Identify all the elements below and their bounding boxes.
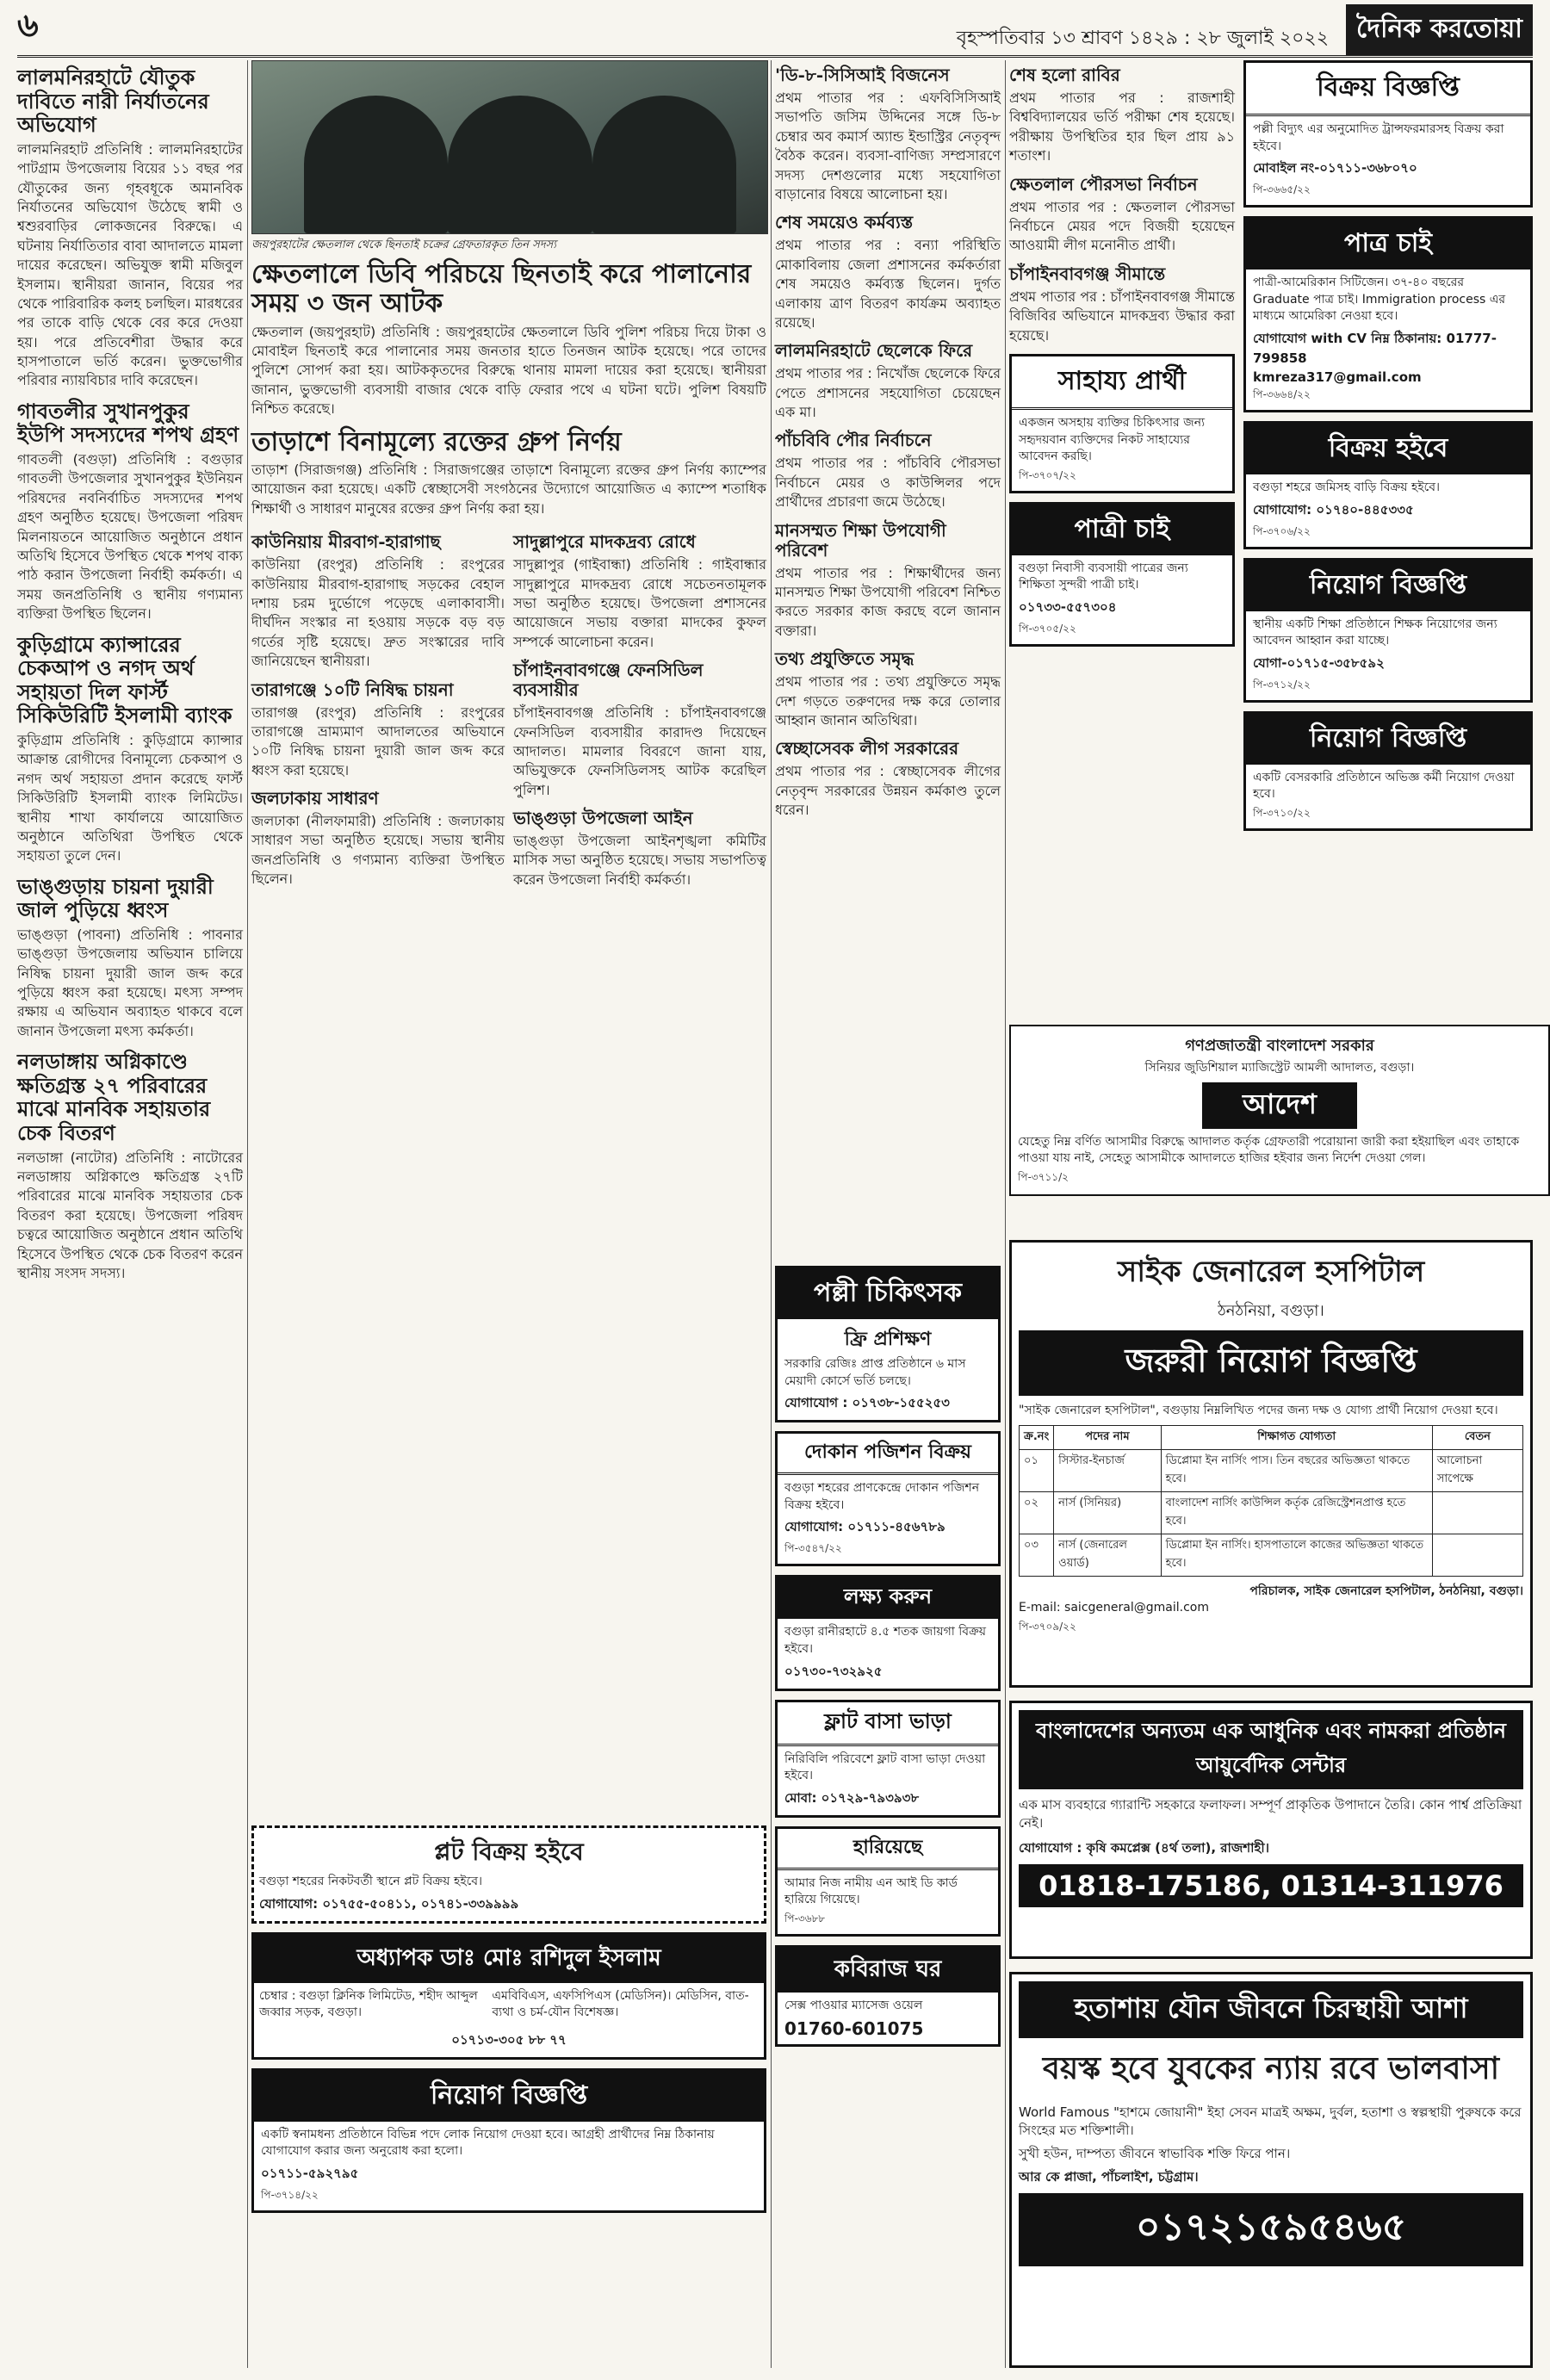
ad-plot-sale: [251, 1825, 766, 1924]
article-headline: লালমনিরহাটে ছেলেকে ফিরে: [775, 340, 973, 362]
column-left: [17, 60, 243, 2368]
ad-ayurvedic-center: [1009, 1701, 1533, 1959]
ad-shop-sale: [775, 1431, 1001, 1566]
ad-title: হারিয়েছে: [778, 1829, 998, 1870]
ad-text: আমার নিজ নামীয় এন আই ডি কার্ড হারিয়ে গিয়েছে।: [784, 1875, 958, 1907]
table-cell: ডিপ্লোমা ইন নার্সিং। হাসপাতালে কাজের অভিজ্ঞতা থাকতে হবে।: [1161, 1534, 1432, 1576]
ad-land: [775, 1575, 1001, 1690]
ad-recruitment: [1243, 711, 1533, 831]
article-body: নলডাঙ্গা (নাটোর) প্রতিনিধি : নাটোরের নলডাঙ্গায় অগ্নিকাণ্ডে ক্ষতিগ্রস্ত ২৭টি পরিবারের মাঝে মানবিক সহায়তার চেক বিতরণ করা হয়েছে। উপজেলা পরিষদ চত্বরে আয়োজিত অনুষ্ঠানে প্রধান অতিথি হিসেবে উপস্থিত থেকে চেক বিতরণ করেন স্থানীয় সংসদ সদস্য।: [17, 1149, 243, 1281]
article: [1009, 264, 1235, 345]
ad-contact: যোগাযোগ : ০১৭৩৮-১৫৫২৫৩: [784, 1395, 950, 1411]
promo-phone: 01818-175186, 01314-311976: [1019, 1864, 1523, 1907]
article-body: সাদুল্লাপুর (গাইবান্ধা) প্রতিনিধি : গাইবান্ধার সাদুল্লাপুরে মাদকদ্রব্য রোধে সচেতনতামূলক সভা অনুষ্ঠিত হয়েছে। উপজেলা প্রশাসনের আয়োজনে সভায় বক্তারা মাদকের কুফল সম্পর্কে আলোচনা করেন।: [513, 556, 766, 650]
ad-chamber: চেম্বার : বগুড়া ক্লিনিক লিমিটেড, শহীদ আব্দুল জব্বার সড়ক, বগুড়া।: [259, 1988, 478, 2020]
ad-contact: মোবা: ০১৭২৯-৭৯৩৯৩৮: [784, 1789, 920, 1806]
article-body: প্রথম পাতার পর : ক্ষেতলাল পৌরসভা নির্বাচনে মেয়র পদে বিজয়ী হয়েছেন আওয়ামী লীগ মনোনীত প্রার্থী।: [1009, 198, 1235, 254]
ad-title: পাত্রী চাই: [1012, 505, 1232, 555]
article-headline: 'ডি-৮-সিসিআই বিজনেস: [775, 65, 950, 85]
article-body: তাড়াশ (সিরাজগঞ্জ) প্রতিনিধি : সিরাজগঞ্জের তাড়াশে বিনামূল্যে রক্তের গ্রুপ নির্ণয় ক্যাম্পের আয়োজন করা হয়েছে। একটি স্বেচ্ছাসেবী সংগঠনের উদ্যোগে আয়োজিত এ ক্যাম্পে শতাধিক শিক্ষার্থী ও সাধারণ মানুষের রক্তের গ্রুপ নির্ণয় করা হয়।: [251, 462, 766, 517]
ad-ref: পি-৩৬৬৫/২২: [1253, 183, 1311, 196]
article-body: ভাঙ্গুড়া উপজেলা আইনশৃঙ্খলা কমিটির মাসিক সভা অনুষ্ঠিত হয়েছে। সভায় সভাপতিত্ব করেন উপজেলা নির্বাহী কর্মকর্তা।: [513, 833, 766, 888]
article-body: লালমনিরহাট প্রতিনিধি : লালমনিরহাটের পাটগ্রাম উপজেলায় বিয়ের ১১ বছর পর যৌতুকের জন্য গৃহবধূকে অমানবিক নির্যাতনের অভিযোগ উঠেছে স্বামী ও শ্বশুরবাড়ির লোকজনের বিরুদ্ধে। এ ঘটনায় নির্যাতিতার বাবা আদালতে মামলা দায়ের করেছেন। অভিযুক্ত স্বামী মজিবুল ইসলাম। স্থানীয়রা জানান, বিয়ের পর থেকে পারিবারিক কলহ চলছিল। মারধরের পর তাকে বাড়ি থেকে বের করে দেওয়া হয়। পরে প্রতিবেশীরা উদ্ধার করে হাসপাতালে ভর্তি করেন। ভুক্তভোগীর পরিবার ন্যায়বিচার দাবি করেছেন।: [17, 140, 243, 389]
ad-text: বগুড়া শহরে জমিসহ বাড়ি বিক্রয় হইবে।: [1253, 480, 1441, 494]
ad-doctor: [251, 1932, 766, 2060]
ad-contact: ০১৭১৩-৩০৫ ৮৮ ৭৭: [451, 2031, 567, 2048]
ad-title: পাত্র চাই: [1246, 219, 1530, 270]
article-body: প্রথম পাতার পর : তথ্য প্রযুক্তিতে সমৃদ্ধ দেশ গড়তে তরুণদের দক্ষ করে তোলার আহ্বান জানান অতিথিরা।: [775, 673, 1001, 728]
article-body: চাঁপাইনবাবগঞ্জ প্রতিনিধি : চাঁপাইনবাবগঞ্জে ফেনসিডিল ব্যবসায়ীর কারাদণ্ড দিয়েছেন আদালত। মামলার বিবরণে জানা যায়, অভিযুক্তকে ফেনসিডিলসহ আটক করেছিল পুলিশ।: [513, 704, 766, 798]
article: [17, 1050, 243, 1283]
ad-text: একটি বেসরকারি প্রতিষ্ঠানে অভিজ্ঞ কর্মী নিয়োগ দেওয়া হবে।: [1253, 770, 1515, 802]
photo-person: [448, 96, 592, 233]
article: [775, 521, 1001, 641]
hospital-name: সাইক জেনারেল হসপিটাল: [1117, 1255, 1425, 1289]
article: [513, 532, 766, 652]
table-header: শিক্ষাগত যোগ্যতা: [1161, 1425, 1432, 1449]
ad-contact: যোগা-০১৭১৫-৩৫৮৫৯২: [1253, 654, 1385, 671]
ad-contact: ০১৭১১-৫৯২৭৯৫: [261, 2165, 359, 2181]
ad-text: সরকারি রেজিঃ প্রাপ্ত প্রতিষ্ঠানে ৬ মাস মেয়াদী কোর্সে ভর্তি চলছে।: [784, 1357, 966, 1388]
jobs-table: [1019, 1425, 1523, 1577]
table-row: [1020, 1534, 1523, 1576]
hospital-email: E-mail: saicgeneral@gmail.com: [1019, 1601, 1209, 1615]
article: [775, 65, 1001, 204]
column-right-ads: [1243, 60, 1533, 1016]
ad-training: [775, 1266, 1001, 1422]
article-headline: শেষ হলো রাবির: [1009, 65, 1120, 85]
table-header: পদের নাম: [1054, 1425, 1161, 1449]
notice-header: গণপ্রজাতন্ত্রী বাংলাদেশ সরকার: [1185, 1037, 1374, 1055]
article: [775, 213, 1001, 332]
ad-sale-notice: [1243, 60, 1533, 208]
table-header-row: [1020, 1425, 1523, 1449]
ad-hospital-recruitment: [1009, 1240, 1533, 1688]
ad-title: বিক্রয় হইবে: [1246, 424, 1530, 474]
ad-contact: যোগাযোগ: ০১৭১১-৪৫৬৭৮৯: [784, 1519, 946, 1535]
recruitment-banner: জরুরী নিয়োগ বিজ্ঞপ্তি: [1019, 1330, 1523, 1396]
article-headline: গাবতলীর সুখানপুকুর ইউপি সদস্যদের শপথ গ্রহণ: [17, 398, 239, 448]
ad-ref: পি-৩৭০৭/২২: [1019, 468, 1076, 481]
ad-title: বিক্রয় বিজ্ঞপ্তি: [1246, 63, 1530, 116]
article: [513, 809, 766, 889]
article-body: প্রথম পাতার পর : স্বেচ্ছাসেবক লীগের নেতৃবৃন্দ সরকারের উন্নয়ন কর্মকাণ্ড তুলে ধরেন।: [775, 763, 1001, 819]
news-photo: [251, 60, 768, 234]
ad-contact: যোগাযোগ: ০১৭৪০-৪৪৫৩৩৫: [1253, 501, 1414, 518]
ad-job-notice: [251, 2068, 766, 2213]
promo-headline: বাংলাদেশের অন্যতম এক আধুনিক এবং নামকরা প্রতিষ্ঠান আয়ুর্বেদিক সেন্টার: [1019, 1710, 1523, 1789]
column-main: [251, 60, 766, 1180]
ad-ref: পি-৩৭১২/২২: [1253, 678, 1311, 691]
ad-text: বগুড়া শহরের প্রাণকেন্দ্রে দোকান পজিশন বিক্রয় হইবে।: [784, 1481, 980, 1512]
ad-groom-wanted: [1243, 216, 1533, 412]
ad-herbal-medicine: [1009, 1972, 1533, 2368]
table-cell: সিস্টার-ইনচার্জ: [1054, 1449, 1161, 1491]
article-headline: নলডাঙ্গায় অগ্নিকাণ্ডে ক্ষতিগ্রস্ত ২৭ পরিবারের মাঝে মানবিক সহায়তার চেক বিতরণ: [17, 1049, 211, 1145]
table-cell: ০২: [1020, 1491, 1054, 1534]
ad-contact: যোগাযোগ: ০১৭৫৫-৫০৪১১, ০১৭৪১-৩৩৯৯৯৯: [259, 1895, 519, 1912]
article-body: গাবতলী (বগুড়া) প্রতিনিধি : বগুড়ার গাবতলী উপজেলার সুখানপুকুর ইউনিয়ন পরিষদের নবনির্বাচিত সদস্যদের শপথ গ্রহণ অনুষ্ঠিত হয়েছে। উপজেলা পরিষদ মিলনায়তনে আয়োজিত অনুষ্ঠানে প্রধান অতিথি হিসেবে উপস্থিত থেকে শপথ বাক্য পাঠ করান উপজেলা নির্বাহী কর্মকর্তা। এ সময় জনপ্রতিনিধি ও স্থানীয় গণ্যমান্য ব্যক্তিরা উপস্থিত ছিলেন।: [17, 451, 243, 623]
promo-headline: হতাশায় যৌন জীবনে চিরস্থায়ী আশা: [1019, 1981, 1523, 2038]
article-body: কাউনিয়া (রংপুর) প্রতিনিধি : রংপুরের কাউনিয়ায় মীরবাগ-হারাগাছ সড়কের বেহাল দশায় চরম দুর্ভোগে পড়েছে এলাকাবাসী। দীর্ঘদিন সংস্কার না হওয়ায় সড়কে বড় বড় গর্তের সৃষ্টি হয়েছে। দ্রুত সংস্কারের দাবি জানিয়েছেন স্থানীয়রা।: [251, 556, 505, 670]
ad-title: নিয়োগ বিজ্ঞপ্তি: [254, 2071, 764, 2122]
promo-address: আর কে প্লাজা, পাঁচলাইশ, চট্টগ্রাম।: [1019, 2169, 1199, 2185]
column-rule: [247, 60, 248, 2368]
table-cell: বাংলাদেশ নার্সিং কাউন্সিল কর্তৃক রেজিস্ট্রেশনপ্রাপ্ত হতে হবে।: [1161, 1491, 1432, 1534]
court-order-notice: [1009, 1025, 1550, 1196]
photo-person: [304, 96, 448, 233]
table-cell: ডিপ্লোমা ইন নার্সিং পাস। তিন বছরের অভিজ্ঞতা থাকতে হবে।: [1161, 1449, 1432, 1491]
article: [17, 400, 243, 624]
article-body: প্রথম পাতার পর : এফবিসিসিআই সভাপতি জসিম উদ্দিনের সঙ্গে ডি-৮ চেম্বার অব কমার্স অ্যান্ড ইন্ডাস্ট্রির নেতৃবৃন্দ বৈঠক করেন। ব্যবসা-বাণিজ্য সম্প্রসারণে সদস্য দেশগুলোর মধ্যে সহযোগিতা বাড়ানোর বিষয়ে আলোচনা হয়।: [775, 90, 1001, 202]
ad-ref: পি-৩৭০৯/২২: [1019, 1620, 1076, 1633]
article-headline: ভাঙ্গুড়া উপজেলা আইন: [513, 808, 693, 829]
ad-body: [254, 1983, 764, 2027]
promo-phone: ০১৭২১৫৯৫৪৬৫: [1019, 2193, 1523, 2266]
article-headline: শেষ সময়েও কর্মব্যস্ত: [775, 212, 914, 233]
article-headline: চাঁপাইনবাবগঞ্জ সীমান্তে: [1009, 263, 1166, 284]
table-cell: আলোচনা সাপেক্ষে: [1432, 1449, 1522, 1491]
notice-text: যেহেতু নিম্ন বর্ণিত আসামীর বিরুদ্ধে আদালত কর্তৃক গ্রেফতারী পরোয়ানা জারী করা হইয়াছিল এবং তাহাকে পাওয়া যায় নাই, সেহেতু আসামীকে আদালতে হাজির হইবার জন্য নির্দেশ দেওয়া গেল।: [1018, 1134, 1520, 1166]
article: [775, 739, 1001, 820]
ad-contact: মোবাইল নং-০১৭১১-৩৬৮০৭০: [1253, 160, 1417, 177]
article-body: তারাগঞ্জ (রংপুর) প্রতিনিধি : রংপুরের তারাগঞ্জে ভ্রাম্যমাণ আদালতের অভিযানে ১০টি নিষিদ্ধ চায়না দুয়ারী জাল জব্দ করে ধ্বংস করা হয়েছে।: [251, 703, 505, 778]
article-body: কুড়িগ্রাম প্রতিনিধি : কুড়িগ্রামে ক্যান্সার আক্রান্ত রোগীদের বিনামূল্যে চেকআপ ও নগদ অর্থ সহায়তা প্রদান করেছে ফার্স্ট সিকিউরিটি ইসলামী ব্যাংক লিমিটেড। স্থানীয় শাখা কার্যালয়ে আয়োজিত অনুষ্ঠানে অতিথিরা উপস্থিত থেকে সহায়তা তুলে দেন।: [17, 731, 243, 865]
table-cell: নার্স (জেনারেল ওয়ার্ড): [1054, 1534, 1161, 1576]
ad-title: লক্ষ্য করুন: [778, 1577, 998, 1619]
ad-text: বগুড়া রানীরহাটে ৪.৫ শতক জায়গা বিক্রয় হইবে।: [784, 1625, 987, 1656]
article: [251, 680, 505, 781]
ad-title: দোকান পজিশন বিক্রয়: [778, 1434, 998, 1475]
ad-contact: ০১৭৩৩-৫৫৭৩০৪: [1019, 598, 1117, 615]
article-headline: স্বেচ্ছাসেবক লীগ সরকারের: [775, 738, 959, 759]
ad-ref: পি-৩৫৪৭/২২: [784, 1542, 842, 1555]
article-headline: জলঢাকায় সাধারণ: [251, 788, 379, 809]
article-body: প্রথম পাতার পর : পাঁচবিবি পৌরসভা নির্বাচনে মেয়র ও কাউন্সিলর পদে প্রার্থীদের প্রচারণা জমে উঠেছে।: [775, 455, 1001, 511]
ad-recruitment: [1243, 558, 1533, 703]
ad-text: একজন অসহায় ব্যক্তির চিকিৎসার জন্য সহৃদয়বান ব্যক্তিদের নিকট সাহায্যের আবেদন করছি।: [1019, 415, 1206, 464]
ad-title: ফ্লাট বাসা ভাড়া: [778, 1702, 998, 1746]
ad-title: নিয়োগ বিজ্ঞপ্তি: [1246, 714, 1530, 765]
ad-ref: পি-৩৬৬৪/২২: [1253, 387, 1311, 400]
notice-title: আদেশ: [1202, 1082, 1357, 1129]
ad-house-sale: [1243, 421, 1533, 549]
notice-sub: সিনিয়র জুডিশিয়াল ম্যাজিস্ট্রেট আমলী আদালত, বগুড়া।: [1144, 1061, 1415, 1075]
ad-text: বগুড়া শহরের নিকটবর্তী স্থানে প্লট বিক্রয় হইবে।: [259, 1875, 483, 1888]
article-headline: ক্ষেতলাল পৌরসভা নির্বাচন: [1009, 173, 1198, 195]
ad-bride-wanted: [1009, 502, 1235, 647]
issue-date: বৃহস্পতিবার ১৩ শ্রাবণ ১৪২৯ : ২৮ জুলাই ২০২২: [956, 28, 1330, 49]
article-body: জলঢাকা (নীলফামারী) প্রতিনিধি : জলঢাকায় সাধারণ সভা অনুষ্ঠিত হয়েছে। সভায় স্থানীয় জনপ্রতিনিধি ও গণ্যমান্য ব্যক্তিরা উপস্থিত ছিলেন।: [251, 813, 505, 888]
table-cell: নার্স (সিনিয়র): [1054, 1491, 1161, 1534]
article: [775, 431, 1001, 511]
ad-title: নিয়োগ বিজ্ঞপ্তি: [1246, 561, 1530, 611]
ad-ref: পি-৩৭১০/২২: [1253, 806, 1311, 819]
ad-ref: পি-৩৭১৪/২২: [261, 2188, 319, 2201]
promo-text: World Famous "হাশমে জোয়ানী" ইহা সেবন মাত্রই অক্ষম, দুর্বল, হতাশা ও স্বল্পস্থায়ী পুরুষকে করে সিংহের মত শক্তিশালী।: [1019, 2104, 1522, 2138]
column-rule: [771, 60, 772, 2368]
classified-ads-middle: [775, 1266, 1001, 2055]
promo-tagline: বয়স্ক হবে যুবকের ন্যায় রবে ভালবাসা: [1042, 2050, 1500, 2086]
ad-title: পল্লী চিকিৎসক: [778, 1268, 998, 1319]
promo-text: সুখী হউন, দাম্পত্য জীবনে স্বাভাবিক শক্তি ফিরে পান।: [1019, 2146, 1291, 2161]
article-headline: তথ্য প্রযুক্তিতে সমৃদ্ধ: [775, 648, 914, 670]
table-cell: [1432, 1534, 1522, 1576]
article-body: প্রথম পাতার পর : শিক্ষার্থীদের জন্য মানসম্মত শিক্ষা উপযোগী পরিবেশ নিশ্চিত করতে সরকার কাজ করছে বলে জানান বক্তারা।: [775, 564, 1001, 639]
article: [1009, 175, 1235, 256]
article-headline: ভাঙ্গুড়ায় চায়না দুয়ারী জাল পুড়িয়ে ধ্বংস: [17, 873, 214, 923]
article-pair: [251, 527, 766, 898]
article-headline: চাঁপাইনবাবগঞ্জে ফেনসিডিল ব্যবসায়ীর: [513, 660, 704, 701]
ad-text: বগুড়া নিবাসী ব্যবসায়ী পাত্রের জন্য শিক্ষিতা সুন্দরী পাত্রী চাই।: [1019, 561, 1188, 592]
ad-text: নিরিবিলি পরিবেশে ফ্লাট বাসা ভাড়া দেওয়া হইবে।: [784, 1751, 986, 1783]
ad-ref: পি-৩৭০৬/২২: [1253, 524, 1311, 537]
table-header: বেতন: [1432, 1425, 1522, 1449]
article-headline: লালমনিরহাটে যৌতুক দাবিতে নারী নির্যাতনের অভিযোগ: [17, 65, 209, 138]
article-body: ভাঙ্গুড়া (পাবনা) প্রতিনিধি : পাবনার ভাঙ্গুড়া উপজেলায় অভিযান চালিয়ে নিষিদ্ধ চায়না দুয়ারী জাল জব্দ করে পুড়িয়ে ধ্বংস করা হয়েছে। মৎস্য সম্পদ রক্ষায় এ অভিযান অব্যাহত থাকবে বলে জানান উপজেলা মৎস্য কর্মকর্তা।: [17, 926, 243, 1039]
article: [775, 649, 1001, 730]
ad-ref: পি-৩৭০৫/২২: [1019, 622, 1076, 635]
ad-ref: পি-৩৬৮৮: [784, 1912, 826, 1924]
ad-email: kmreza317@gmail.com: [1253, 369, 1422, 385]
article: [513, 660, 766, 800]
ad-contact: 01760-601075: [784, 2017, 924, 2039]
ad-text: পল্লী বিদ্যুৎ এর অনুমোদিত ট্রান্সফরমারসহ বিক্রয় করা হইবে।: [1253, 122, 1504, 153]
ad-title: কবিরাজ ঘর: [778, 1948, 998, 1993]
ad-contact: ০১৭৩০-৭৩২৯২৫: [784, 1663, 883, 1679]
article-headline: ক্ষেতলালে ডিবি পরিচয়ে ছিনতাই করে পালানোর সময় ৩ জন আটক: [251, 258, 752, 319]
ad-herbal: [775, 1945, 1001, 2047]
ad-title: সাহায্য প্রার্থী: [1012, 356, 1232, 410]
table-header: ক্র.নং: [1020, 1425, 1054, 1449]
article-headline: কাউনিয়ায় মীরবাগ-হারাগাছ: [251, 531, 441, 553]
article: [251, 532, 505, 671]
classified-ads-bottom: [251, 1825, 766, 2222]
article-headline: কুড়িগ্রামে ক্যান্সারের চেকআপ ও নগদ অর্থ সহায়তা দিল ফার্স্ট সিকিউরিটি ইসলামী ব্যাংক: [17, 631, 232, 728]
ad-text: সেক্স পাওয়ার ম্যাসেজ ওয়েল: [784, 1998, 923, 2012]
masthead: [17, 5, 1533, 58]
article-headline: পাঁচবিবি পৌর নির্বাচনে: [775, 430, 932, 451]
article-body: প্রথম পাতার পর : রাজশাহী বিশ্ববিদ্যালয়ের ভর্তি পরীক্ষা শেষ হয়েছে। পরীক্ষায় উপস্থিতির হার ছিল প্রায় ৯১ শতাংশ।: [1009, 90, 1235, 164]
article: [17, 875, 243, 1042]
newspaper-logo: দৈনিক করতোয়া: [1346, 4, 1533, 55]
article-headline: তারাগঞ্জে ১০টি নিষিদ্ধ চায়না: [251, 679, 454, 700]
article: [251, 260, 766, 419]
table-row: [1020, 1449, 1523, 1491]
table-row: [1020, 1491, 1523, 1534]
column-continuations: [775, 60, 1001, 1257]
article: [775, 341, 1001, 422]
ad-ref: পি-৩৭১১/২: [1018, 1170, 1069, 1183]
article-body: ক্ষেতলাল (জয়পুরহাট) প্রতিনিধি : জয়পুরহাটের ক্ষেতলালে ডিবি পুলিশ পরিচয় দিয়ে টাকা ও মোবাইল ছিনতাই করে পালানোর সময় জনতার হাতে তিনজন আটক হয়েছে। পরে তাদের পুলিশে সোপর্দ করা হয়। আটককৃতদের বিরুদ্ধে থানায় মামলা দায়ের করা হয়েছে। স্থানীয়রা জানান, ভুক্তভোগী ব্যবসায়ী বাজার থেকে বাড়ি ফেরার পথে এ ঘটনা ঘটে। পুলিশ বিষয়টি নিশ্চিত করেছে।: [251, 323, 766, 418]
recruitment-footer: পরিচালক, সাইক জেনারেল হসপিটাল, ঠনঠনিয়া, বগুড়া।: [1249, 1584, 1523, 1598]
article: [1009, 65, 1235, 166]
table-cell: ০৩: [1020, 1534, 1054, 1576]
article: [251, 428, 766, 519]
column-d: [1009, 60, 1235, 1016]
article-headline: তাড়াশে বিনামূল্যে রক্তের গ্রুপ নির্ণয়: [251, 426, 622, 457]
hospital-location: ঠনঠনিয়া, বগুড়া।: [1218, 1302, 1324, 1320]
column-rule: [1005, 60, 1006, 2368]
ad-flat-rent: [775, 1700, 1001, 1818]
article-body: প্রথম পাতার পর : বন্যা পরিস্থিতি মোকাবিলায় জেলা প্রশাসনের কর্মকর্তারা শেষ সময়েও কর্মব্যস্ত ছিলেন। দুর্গত এলাকায় ত্রাণ বিতরণ কার্যক্রম অব্যাহত রয়েছে।: [775, 237, 1001, 331]
ad-title: অধ্যাপক ডাঃ মোঃ রশিদুল ইসলাম: [254, 1935, 764, 1983]
article-body: প্রথম পাতার পর : চাঁপাইনবাবগঞ্জ সীমান্তে বিজিবির অভিযানে মাদকদ্রব্য উদ্ধার করা হয়েছে।: [1009, 288, 1235, 344]
promo-text: এক মাস ব্যবহারে গ্যারান্টি সহকারে ফলাফল। সম্পূর্ণ প্রাকৃতিক উপাদানে তৈরি। কোন পার্শ্ব প্রতিক্রিয়া নেই।: [1019, 1797, 1522, 1831]
ad-text: একটি স্বনামধন্য প্রতিষ্ঠানে বিভিন্ন পদে লোক নিয়োগ দেওয়া হবে। আগ্রহী প্রার্থীদের নিম্ন ঠিকানায় যোগাযোগ করার জন্য অনুরোধ করা হলো।: [261, 2127, 715, 2159]
ad-text: পাত্রী-আমেরিকান সিটিজেন। ৩৭-৪০ বছরের Graduate পাত্র চাই। Immigration process এর মাধ্যমে আমেরিকা নেওয়া হবে।: [1253, 276, 1506, 324]
ad-title: প্লট বিক্রয় হইবে: [434, 1838, 584, 1866]
recruitment-intro: "সাইক জেনারেল হসপিটাল", বগুড়ায় নিম্নলিখিত পদের জন্য দক্ষ ও যোগ্য প্রার্থী নিয়োগ দেওয়া হবে।: [1019, 1404, 1498, 1417]
photo-caption: জয়পুরহাটের ক্ষেতলাল থেকে ছিনতাই চক্রের গ্রেফতারকৃত তিন সদস্য: [251, 239, 556, 251]
table-cell: ০১: [1020, 1449, 1054, 1491]
article-headline: মানসম্মত শিক্ষা উপযোগী পরিবেশ: [775, 519, 946, 561]
ad-text: স্থানীয় একটি শিক্ষা প্রতিষ্ঠানে শিক্ষক নিয়োগের জন্য আবেদন আহ্বান করা যাচ্ছে।: [1253, 617, 1497, 648]
photo-person: [592, 96, 736, 233]
article-headline: সাদুল্লাপুরে মাদকদ্রব্য রোধে: [513, 531, 696, 553]
ad-contact: যোগাযোগ with CV নিম্ন ঠিকানায়: 01777-799858: [1253, 330, 1497, 366]
article-body: প্রথম পাতার পর : নিখোঁজ ছেলেকে ফিরে পেতে প্রশাসনের সহযোগিতা চেয়েছেন এক মা।: [775, 365, 1001, 421]
article: [17, 633, 243, 866]
ad-qualification: এমবিবিএস, এফসিপিএস (মেডিসিন)। মেডিসিন, বাত-ব্যথা ও চর্ম-যৌন বিশেষজ্ঞ।: [492, 1988, 749, 2020]
article: [251, 789, 505, 889]
page-number: ৬: [17, 5, 39, 44]
ad-help-seeker: [1009, 354, 1235, 493]
ad-subtitle: ফ্রি প্রশিক্ষণ: [844, 1329, 932, 1350]
ad-lost: [775, 1826, 1001, 1937]
table-cell: [1432, 1491, 1522, 1534]
promo-address: যোগাযোগ : কৃষি কমপ্লেক্স (৪র্থ তলা), রাজশাহী।: [1019, 1840, 1270, 1856]
article: [17, 65, 243, 391]
